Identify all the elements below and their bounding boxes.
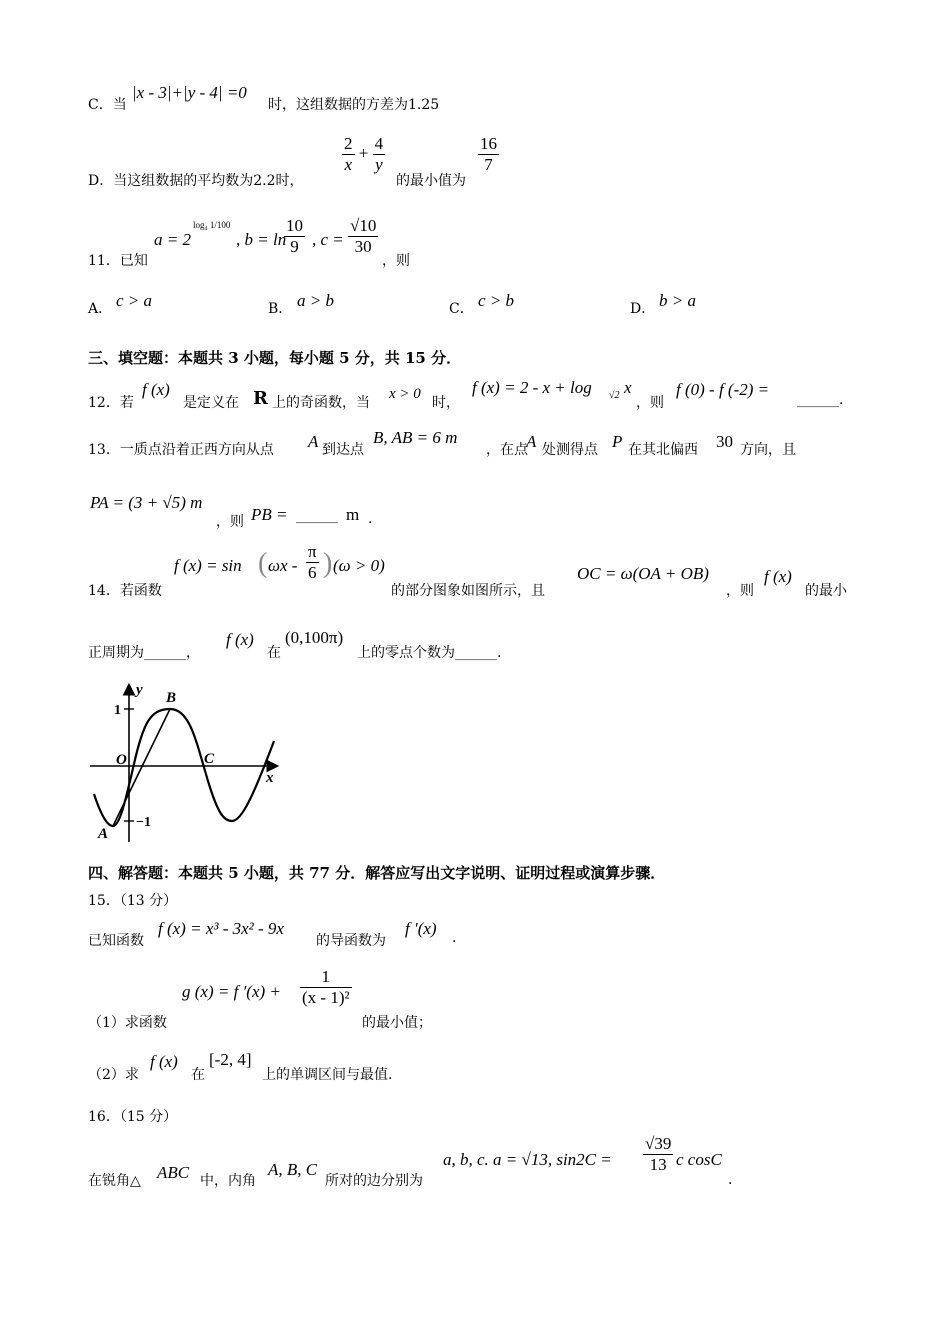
q14-inner: ωx - xyxy=(268,556,298,575)
q12-blank: ______. xyxy=(797,392,844,408)
q13-B: B, AB = 6 m xyxy=(373,428,458,447)
q13-A: A xyxy=(308,432,319,451)
q11-exponent: log₄ 1/100 xyxy=(193,220,231,230)
q14-t5: 上的零点个数为______. xyxy=(357,645,502,661)
q10-c-math: |x - 3|+|y - 4| =0 xyxy=(132,83,247,102)
q13-end: . xyxy=(368,511,373,527)
q11-option-a-label: A． xyxy=(88,301,113,317)
sine-graph xyxy=(86,676,286,846)
q15-p2-f: f (x) xyxy=(150,1052,178,1071)
q11-option-c: c > b xyxy=(478,291,515,310)
q14-f: f (x) = sin xyxy=(174,556,242,575)
q14-t4: 在 xyxy=(267,645,281,661)
q12-cond: x > 0 xyxy=(389,386,421,402)
q12-t1: 是定义在 xyxy=(183,395,239,411)
q11-b: , b = ln xyxy=(236,230,287,249)
q15-fp: f ′(x) xyxy=(405,919,437,938)
q11-option-d-label: D． xyxy=(630,301,656,317)
q14-paren-open: ( xyxy=(258,548,268,579)
q15-p2-text: 上的单调区间与最值. xyxy=(262,1067,393,1083)
q15-p2-in: 在 xyxy=(191,1067,205,1083)
q16-t1: 在锐角△ xyxy=(88,1173,141,1189)
q13-pa: PA = (3 + √5) m xyxy=(90,493,203,512)
q13-t2: ，在点 xyxy=(486,442,528,458)
q13-t4: 在其北偏西 xyxy=(628,442,698,458)
q15-p1-text: 的最小值； xyxy=(362,1015,432,1031)
q12-t2: 上的奇函数，当 xyxy=(272,395,370,411)
graph-y-label: y xyxy=(136,682,143,698)
q13-P: P xyxy=(612,432,623,451)
q16-t2: 中，内角 xyxy=(200,1173,256,1189)
q11-option-b: a > b xyxy=(297,291,334,310)
q12-f: f (x) xyxy=(142,380,170,399)
q15-t2: 的导函数为 xyxy=(316,933,386,949)
q13-deg: 30 xyxy=(716,432,733,451)
q14-f2: f (x) xyxy=(764,567,792,586)
graph-neg-one-label: −1 xyxy=(136,815,151,830)
graph-a-label: A xyxy=(98,826,109,842)
q13-t3: 处测得点 xyxy=(542,442,598,458)
q10-d-fractions: $\frac{2}{x}$ + $\frac{4}{y}$ xyxy=(344,134,384,174)
q13-t1: 到达点 xyxy=(322,442,364,458)
q13-t6: ，则 xyxy=(216,514,244,530)
q15-p2-interval: [-2, 4] xyxy=(209,1050,252,1069)
q14-vec: OC = ω(OA + OB) xyxy=(577,564,709,583)
q13-pb: PB = xyxy=(251,505,288,524)
q16-end: . xyxy=(728,1172,733,1188)
q14-paren-close: ) xyxy=(323,548,333,579)
q16-label: 16．（15 分） xyxy=(88,1109,178,1125)
q14-label: 14．若函数 xyxy=(88,583,162,599)
q15-g-frac: $\frac{1}{\text{(x - 1)²}}$ xyxy=(302,967,350,1007)
q12-base: √2 xyxy=(609,390,620,401)
q16-frac: $\frac{√39}{13}$ xyxy=(645,1134,672,1174)
section4-title: 四、解答题：本题共 5 小题，共 77 分．解答应写出文字说明、证明过程或演算步骤． xyxy=(88,864,666,882)
q11-c-frac: $\frac{√10}{30}$ xyxy=(350,216,377,256)
graph-c-label: C xyxy=(204,751,215,767)
q11-option-c-label: C． xyxy=(449,301,474,317)
q16-sides: a, b, c. a = √13, sin2C = xyxy=(443,1150,612,1169)
graph-b-label: B xyxy=(166,690,177,706)
q10-c-label: C．当 xyxy=(88,97,127,113)
q11-option-a: c > a xyxy=(116,291,153,310)
q12-x: x xyxy=(624,378,632,397)
q11-label: 11．已知 xyxy=(88,253,148,269)
q10-d-answer: $\frac{16}{7}$ xyxy=(480,134,497,174)
q12-label: 12．若 xyxy=(88,395,134,411)
q12-R: R xyxy=(253,388,268,409)
q15-dot: . xyxy=(452,930,457,946)
q13-t5: 方向，且 xyxy=(740,442,796,458)
q14-interval: (0,100π) xyxy=(285,628,344,647)
graph-x-label: x xyxy=(266,770,274,786)
q10-d-label: D．当这组数据的平均数为2.2时， xyxy=(88,173,304,189)
q15-p1-label: （1）求函数 xyxy=(88,1015,167,1031)
q14-line2a: 正周期为______， xyxy=(88,645,200,661)
q14-t2: ，则 xyxy=(726,583,754,599)
section3-title: 三、填空题：本题共 3 小题，每小题 5 分，共 15 分． xyxy=(88,349,462,367)
q16-angles: A, B, C xyxy=(268,1160,318,1179)
q11-c: , c = xyxy=(312,230,344,249)
q11-option-b-label: B． xyxy=(268,301,293,317)
q14-pi-frac: $\frac{\pi}{6}$ xyxy=(308,542,317,582)
q16-abc: ABC xyxy=(157,1163,190,1182)
q14-f3: f (x) xyxy=(226,630,254,649)
q16-t3: 所对的边分别为 xyxy=(325,1173,423,1189)
q14-t1: 的部分图象如图所示，且 xyxy=(391,583,545,599)
q15-label: 15．（13 分） xyxy=(88,893,178,909)
graph-o-label: O xyxy=(116,752,127,768)
q11-suffix: ，则 xyxy=(382,253,410,269)
q12-expr: f (x) = 2 - x + log xyxy=(472,378,592,397)
q16-tail: c cosC xyxy=(676,1150,722,1169)
q11-a: a = 2 xyxy=(154,230,191,249)
q15-t1: 已知函数 xyxy=(88,933,144,949)
q12-ask: f (0) - f (-2) = xyxy=(676,380,770,399)
q15-f: f (x) = x³ - 3x² - 9x xyxy=(158,919,284,938)
graph-one-label: 1 xyxy=(114,703,121,718)
q12-t4: ，则 xyxy=(636,395,664,411)
q15-g: g (x) = f ′(x) + xyxy=(182,982,281,1001)
q13-blank: ______ xyxy=(296,508,338,524)
q14-omega: (ω > 0) xyxy=(333,556,385,575)
q13-A2: A xyxy=(526,432,537,451)
q10-c-text: 时，这组数据的方差为1.25 xyxy=(268,97,440,113)
q13-label: 13．一质点沿着正西方向从点 xyxy=(88,442,274,458)
q11-b-frac: $\frac{10}{9}$ xyxy=(286,216,303,256)
q14-t3: 的最小 xyxy=(805,583,847,599)
q10-d-text: 的最小值为 xyxy=(396,173,466,189)
q11-option-d: b > a xyxy=(659,291,696,310)
q15-p2-label: （2）求 xyxy=(88,1067,139,1083)
q12-t3: 时， xyxy=(432,395,460,411)
q13-unit: m xyxy=(346,505,360,524)
